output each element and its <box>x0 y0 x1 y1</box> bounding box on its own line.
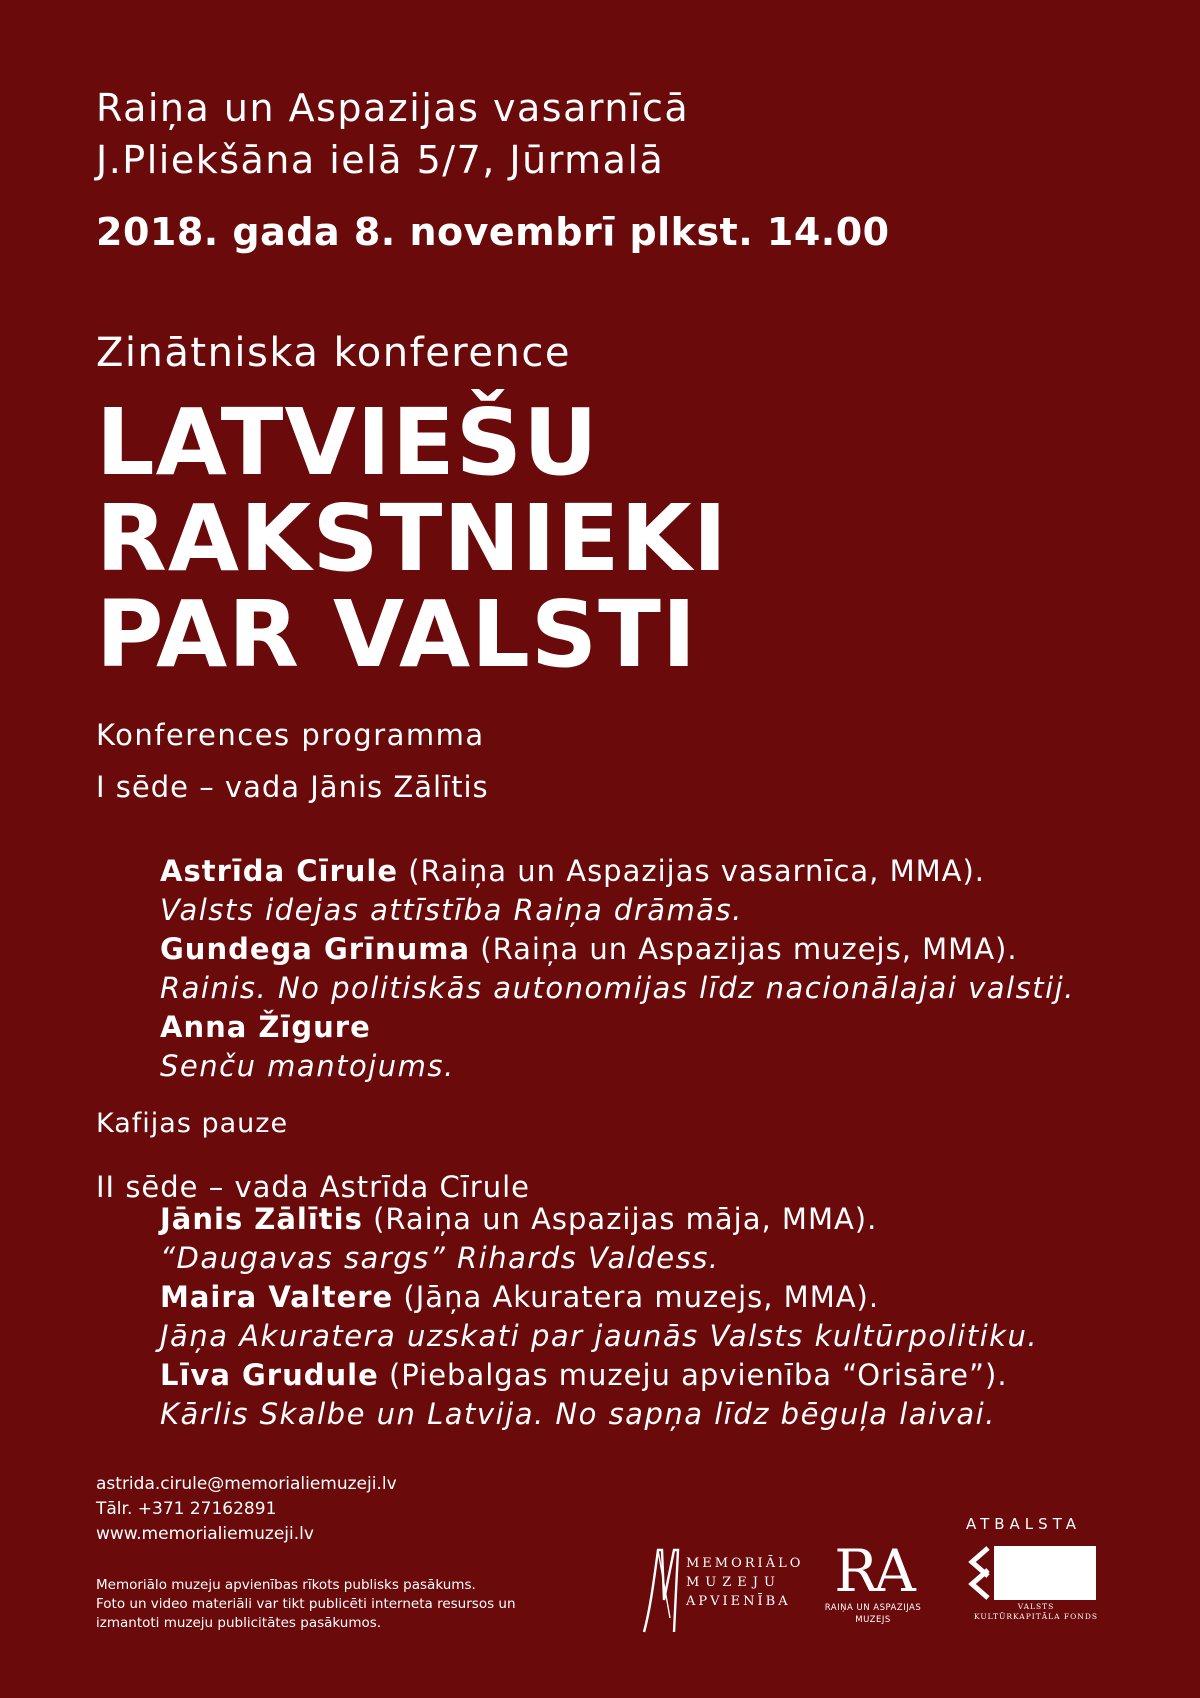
speaker-affiliation: (Raiņa un Aspazijas vasarnīca, MMA). <box>398 854 986 888</box>
speaker-name: Jānis Zālītis <box>160 1202 363 1236</box>
talk-speaker <box>160 1356 1038 1395</box>
contact-website[interactable]: www.memorialiemuzeji.lv <box>96 1524 314 1544</box>
ra-logo-subtitle <box>818 1602 928 1626</box>
mma-line: APVIENĪBA <box>686 1594 791 1609</box>
note-line: Foto un video materiāli var tikt publicēti interneta resursos un <box>96 1596 516 1612</box>
session2-talks <box>160 1200 1038 1434</box>
kkf-line: KULTŪRKAPITĀLA FONDS <box>974 1612 1098 1621</box>
contact-email[interactable]: astrida.cirule@memorialiemuzeji.lv <box>96 1474 397 1494</box>
conference-title <box>96 389 728 688</box>
session2-heading: II sēde – vada Astrīda Cīrule <box>96 1170 530 1204</box>
speaker-name: Gundega Grīnuma <box>160 932 471 966</box>
contact-phone: Tālr. +371 27162891 <box>96 1499 277 1519</box>
event-date: 2018. gada 8. novembrī plkst. 14.00 <box>96 210 890 254</box>
speaker-name: Anna Žīgure <box>160 1010 371 1044</box>
mma-logo <box>640 1540 804 1640</box>
venue-address: J.Pliekšāna ielā 5/7, Jūrmalā <box>96 138 665 182</box>
talk-topic: Valsts idejas attīstība Raiņa drāmās. <box>160 893 743 927</box>
session1-heading: I sēde – vada Jānis Zālītis <box>96 770 489 804</box>
mma-line: MUZEJU <box>686 1575 781 1590</box>
kkf-logo <box>966 1546 1106 1621</box>
ra-sub-line: RAIŅA UN ASPAZIJAS <box>824 1603 922 1613</box>
talk-topic: “Daugavas sargs” Rihards Valdess. <box>160 1241 720 1275</box>
kkf-logo-block <box>994 1546 1096 1600</box>
title-line: RAKSTNIEKI <box>96 485 728 592</box>
talk-speaker <box>160 852 1075 891</box>
session1-talks <box>160 852 1075 1086</box>
speaker-affiliation: (Jāņa Akuratera muzejs, MMA). <box>393 1280 880 1314</box>
venue <box>96 82 689 186</box>
talk-topic: Jāņa Akuratera uzskati par jaunās Valsts kultūrpolitiku. <box>160 1319 1039 1353</box>
speaker-affiliation: (Raiņa un Aspazijas muzejs, MMA). <box>470 932 1018 966</box>
venue-name: Raiņa un Aspazijas vasarnīcā <box>96 86 690 130</box>
contact-info <box>96 1472 397 1547</box>
speaker-name: Līva Grudule <box>160 1358 379 1392</box>
talk-topic: Kārlis Skalbe un Latvija. No sapņa līdz bēguļa laivai. <box>160 1397 996 1431</box>
talk-topic: Senču mantojums. <box>160 1049 455 1083</box>
talk-speaker <box>160 1200 1038 1239</box>
speaker-affiliation: (Piebalgas muzeju apvienība “Orisāre”). <box>378 1358 1008 1392</box>
mma-line: MEMORIĀLO <box>686 1556 804 1571</box>
talk-topic: Rainis. No politiskās autonomijas līdz nacionālajai valstij. <box>160 971 1075 1005</box>
kkf-chevron-icon <box>966 1546 994 1600</box>
coffee-break: Kafijas pauze <box>96 1108 289 1139</box>
ra-sub-line: MUZEJS <box>855 1615 891 1625</box>
title-line: LATVIEŠU <box>96 389 599 496</box>
support-label: ATBALSTA <box>966 1515 1081 1533</box>
ra-logo <box>818 1537 928 1640</box>
talk-speaker <box>160 930 1075 969</box>
mma-logo-text <box>686 1554 803 1611</box>
publicity-note <box>96 1576 516 1633</box>
speaker-affiliation: (Raiņa un Aspazijas māja, MMA). <box>362 1202 878 1236</box>
ra-mark: RA <box>834 1537 912 1605</box>
kkf-logo-text <box>966 1602 1106 1622</box>
speaker-name: Astrīda Cīrule <box>160 854 399 888</box>
kkf-line: VALSTS <box>1017 1602 1055 1611</box>
title-line: PAR VALSTI <box>96 581 698 688</box>
program-heading: Konferences programma <box>96 718 485 752</box>
note-line: izmantoti muzeju publicitātes pasākumos. <box>96 1615 382 1631</box>
note-line: Memoriālo muzeju apvienības rīkots publisks pasākums. <box>96 1577 476 1593</box>
speaker-name: Maira Valtere <box>160 1280 394 1314</box>
mma-m-icon <box>640 1540 680 1640</box>
talk-speaker <box>160 1278 1038 1317</box>
conference-subtitle: Zinātniska konference <box>96 330 571 376</box>
talk-speaker <box>160 1008 1075 1047</box>
